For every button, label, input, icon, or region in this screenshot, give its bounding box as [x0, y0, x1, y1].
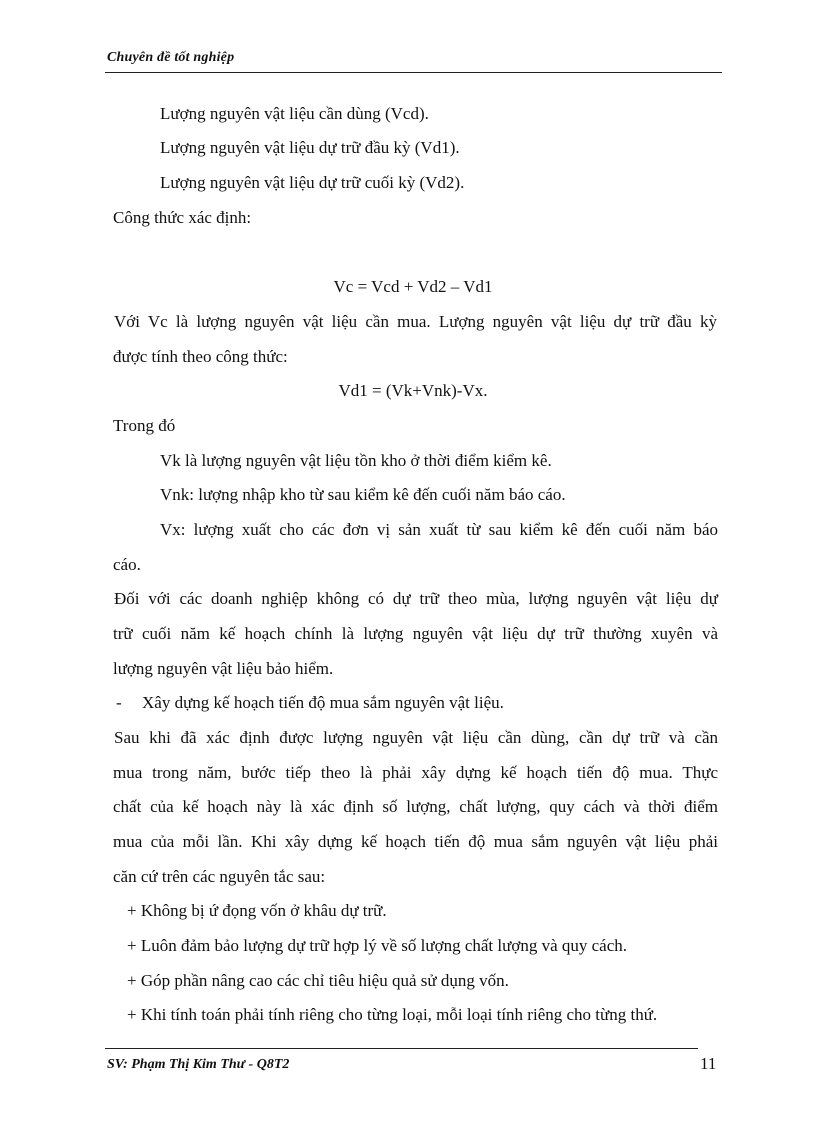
- text-line: Vk là lượng nguyên vật liệu tồn kho ở thời điểm kiểm kê.: [160, 451, 552, 470]
- running-header: Chuyên đề tốt nghiệp: [107, 50, 235, 65]
- text-line: mua trong năm, bước tiếp theo là phải xây dựng kế hoạch tiến độ mua. Thực: [113, 763, 718, 782]
- bullet-text: Xây dựng kế hoạch tiến độ mua sắm nguyên vật liệu.: [142, 693, 504, 712]
- text-line: Trong đó: [113, 416, 176, 435]
- text-line: căn cứ trên các nguyên tắc sau:: [113, 867, 326, 886]
- text-line: Đối với các doanh nghiệp không có dự trữ theo mùa, lượng nguyên vật liệu dự: [114, 589, 718, 608]
- list-item: + Khi tính toán phải tính riêng cho từng loại, mỗi loại tính riêng cho từng thứ.: [127, 1005, 658, 1024]
- text-line: trữ cuối năm kế hoạch chính là lượng nguyên vật liệu dự trữ thường xuyên và: [113, 624, 718, 643]
- text-line: Lượng nguyên vật liệu dự trữ đầu kỳ (Vd1).: [160, 138, 460, 157]
- bullet-dash: -: [116, 693, 122, 712]
- text-line: Vnk: lượng nhập kho từ sau kiểm kê đến cuối năm báo cáo.: [160, 485, 566, 504]
- text-line: chất của kế hoạch này là xác định số lượng, chất lượng, quy cách và thời điểm: [113, 797, 718, 816]
- formula-purchase: Vc = Vcd + Vd2 – Vd1: [333, 277, 493, 296]
- formula-opening-stock: Vd1 = (Vk+Vnk)-Vx.: [338, 381, 488, 400]
- text-line: mua của mỗi lần. Khi xây dựng kế hoạch tiến độ mua sắm nguyên vật liệu phải: [113, 832, 718, 851]
- list-item: + Luôn đảm bảo lượng dự trữ hợp lý về số lượng chất lượng và quy cách.: [127, 936, 627, 955]
- text-line: Công thức xác định:: [113, 208, 252, 227]
- list-item: + Không bị ứ đọng vốn ở khâu dự trữ.: [127, 901, 387, 920]
- page-number: 11: [700, 1054, 717, 1073]
- header-divider: [105, 72, 722, 73]
- text-line: Lượng nguyên vật liệu dự trữ cuối kỳ (Vd2).: [160, 173, 465, 192]
- text-line: Với Vc là lượng nguyên vật liệu cần mua. Lượng nguyên vật liệu dự trữ đầu kỳ: [114, 312, 717, 331]
- text-line: Vx: lượng xuất cho các đơn vị sản xuất từ sau kiểm kê đến cuối năm báo: [160, 520, 718, 539]
- footer-author: SV: Phạm Thị Kim Thư - Q8T2: [107, 1057, 290, 1072]
- text-line: lượng nguyên vật liệu bảo hiểm.: [113, 659, 334, 678]
- list-item: + Góp phần nâng cao các chỉ tiêu hiệu quả sử dụng vốn.: [127, 971, 509, 990]
- text-line: cáo.: [113, 555, 141, 574]
- footer-divider: [105, 1048, 698, 1049]
- text-line: Sau khi đã xác định được lượng nguyên vật liệu cần dùng, cần dự trữ và cần: [114, 728, 718, 747]
- text-line: được tính theo công thức:: [113, 347, 288, 366]
- text-line: Lượng nguyên vật liệu cần dùng (Vcd).: [160, 104, 429, 123]
